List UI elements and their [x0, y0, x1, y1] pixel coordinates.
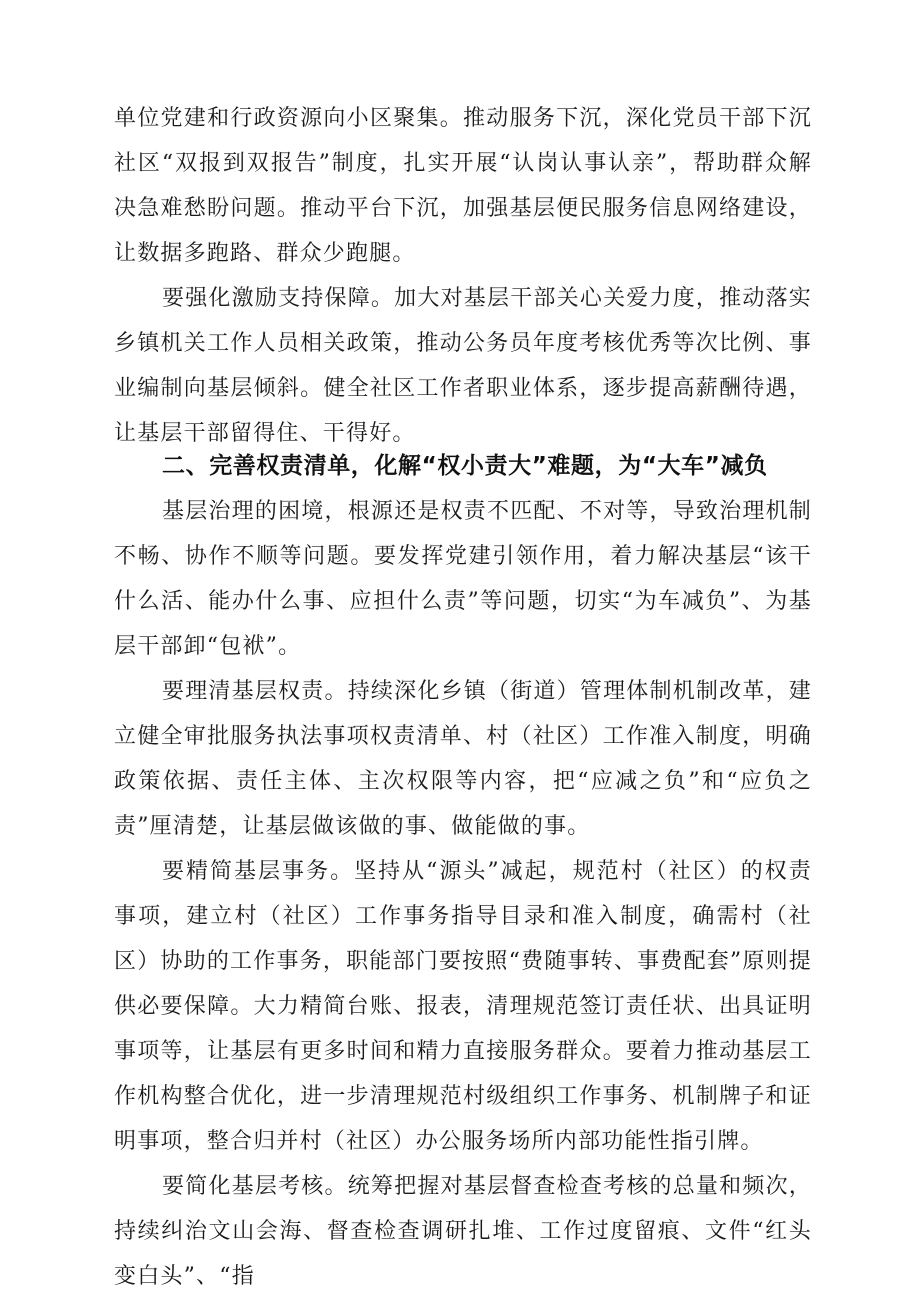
paragraph-simplify-assessment: 要简化基层考核。统筹把握对基层督查检查考核的总量和频次，持续纠治文山会海、督查检查调研扎堆、工作过度留痕、文件“红头变白头”、“指 [114, 1174, 812, 1289]
upper-text-block [114, 96, 812, 456]
section-heading-block [114, 444, 812, 489]
lower-text-block [114, 489, 812, 1299]
paragraph-governance-dilemma: 基层治理的困境，根源还是权责不匹配、不对等，导致治理机制不畅、协作不顺等问题。要发挥党建引领作用，着力解决基层“该干什么活、能办什么事、应担什么责”等问题，切实“为车减负”、为基层干部卸“包袱”。 [114, 499, 812, 659]
section-heading: 二、完善权责清单，化解“权小责大”难题，为“大车”减负 [162, 453, 768, 479]
paragraph-streamline-affairs: 要精简基层事务。坚持从“源头”减起，规范村（社区）的权责事项，建立村（社区）工作事务指导目录和准入制度，确需村（社区）协助的工作事务，职能部门要按照“费随事转、事费配套”原则提供必要保障。大力精简台账、报表，清理规范签订责任状、出具证明事项等，让基层有更多时间和精力直接服务群众。要着力推动基层工作机构整合优化，进一步清理规范村级组织工作事务、机制牌子和证明事项，整合归并村（社区）办公服务场所内部功能性指引牌。 [114, 859, 812, 1154]
paragraph-clarify-powers: 要理清基层权责。持续深化乡镇（街道）管理体制机制改革，建立健全审批服务执法事项权责清单、村（社区）工作准入制度，明确政策依据、责任主体、主次权限等内容，把“应减之负”和“应负之责”厘清楚，让基层做该做的事、做能做的事。 [114, 679, 812, 839]
paragraph-incentive-support: 要强化激励支持保障。加大对基层干部关心关爱力度，推动落实乡镇机关工作人员相关政策，推动公务员年度考核优秀等次比例、事业编制向基层倾斜。健全社区工作者职业体系，逐步提高薪酬待遇，让基层干部留得住、干得好。 [114, 286, 812, 446]
paragraph-continued: 单位党建和行政资源向小区聚集。推动服务下沉，深化党员干部下沉社区“双报到双报告”制度，扎实开展“认岗认事认亲”，帮助群众解决急难愁盼问题。推动平台下沉，加强基层便民服务信息网络建设，让数据多跑路、群众少跑腿。 [114, 106, 812, 266]
